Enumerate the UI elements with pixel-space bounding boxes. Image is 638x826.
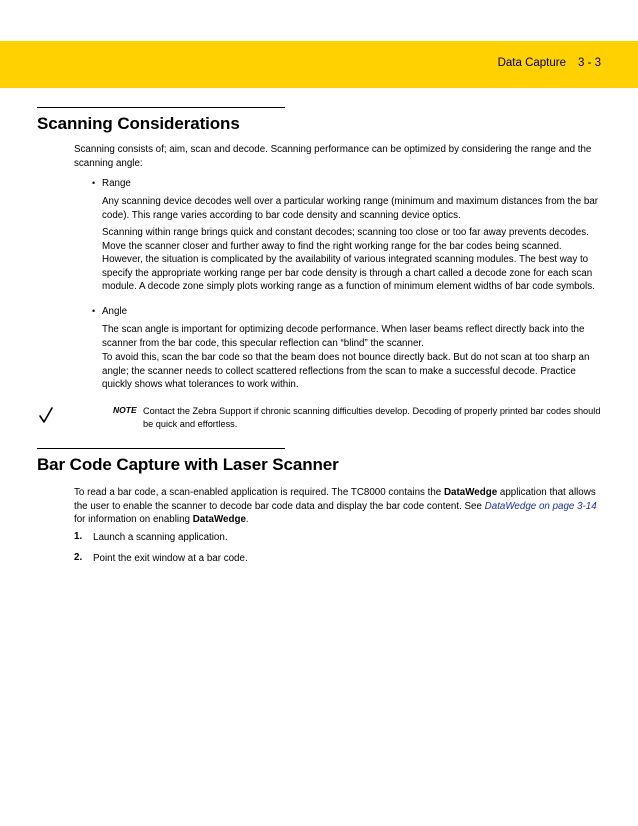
range-paragraph-1: Any scanning device decodes well over a particular working range (minimum and maximum distances from the bar code). This range varies according to bar code density and scanning device optics. (102, 196, 599, 221)
chapter-title: Data Capture (497, 57, 566, 69)
range-paragraph-2: Scanning within range brings quick and constant decodes; scanning too close or too far away prevents decodes. Move the scanner closer and further away to find the right working range for the bar codes being scanned. However, the situation is complicated by the availability of various integrated scanning modules. The best way to specify the appropriate working range per bar code density is through a chart called a decode zone for each scan module. A decode zone simply plots working range as a function of minimum element widths of bar code symbols. (102, 227, 595, 293)
angle-paragraph-1: The scan angle is important for optimizing decode performance. When laser beams reflect directly back into the scanner from the bar code, this specular reflection can “blind” the scanner. (102, 324, 585, 349)
step-text: Point the exit window at a bar code. (93, 553, 248, 564)
checkmark-icon (38, 406, 54, 424)
page-number: 3 - 3 (577, 57, 601, 69)
bullet-label-range: Range (102, 178, 131, 189)
section-rule (37, 107, 285, 108)
datawedge-link[interactable]: DataWedge on page 3-14 (484, 500, 597, 512)
step-number: 1. (74, 531, 83, 542)
bullet-angle: • (92, 306, 96, 316)
angle-paragraph-2: To avoid this, scan the bar code so that the beam does not bounce directly back. But do not scan at too sharp an angle; the scanner needs to collect scattered reflections from the scan to make a successful decode. Practice quickly shows what tolerances to work within. (102, 352, 590, 391)
step-text: Launch a scanning application. (93, 532, 228, 543)
laser-intro-text: To read a bar code, a scan-enabled application is required. The TC8000 contains the (74, 487, 444, 498)
page-header (498, 57, 601, 69)
laser-intro-text: for information on enabling (74, 514, 193, 526)
laser-intro-text: . (245, 514, 249, 526)
step-number: 2. (74, 552, 83, 563)
section-title-scanning: Scanning Considerations (37, 114, 240, 133)
laser-intro-text: application that allows the user to enable the scanner to decode bar code data and display the bar code content. See (74, 487, 596, 512)
section-title-laser: Bar Code Capture with Laser Scanner (37, 455, 339, 474)
laser-intro (74, 486, 602, 527)
note-text: Contact the Zebra Support if chronic scanning difficulties develop. Decoding of properly printed bar codes should be quick and effortless. (143, 406, 601, 430)
datawedge-app-name: DataWedge (443, 487, 498, 498)
datawedge-app-name: DataWedge (192, 514, 246, 526)
bullet-range: • (92, 178, 96, 188)
section-rule (37, 448, 285, 449)
bullet-label-angle: Angle (102, 306, 128, 317)
scanning-intro: Scanning consists of; aim, scan and decode. Scanning performance can be optimized by considering the range and the scanning angle: (74, 144, 592, 169)
note-label: NOTE (113, 405, 137, 415)
